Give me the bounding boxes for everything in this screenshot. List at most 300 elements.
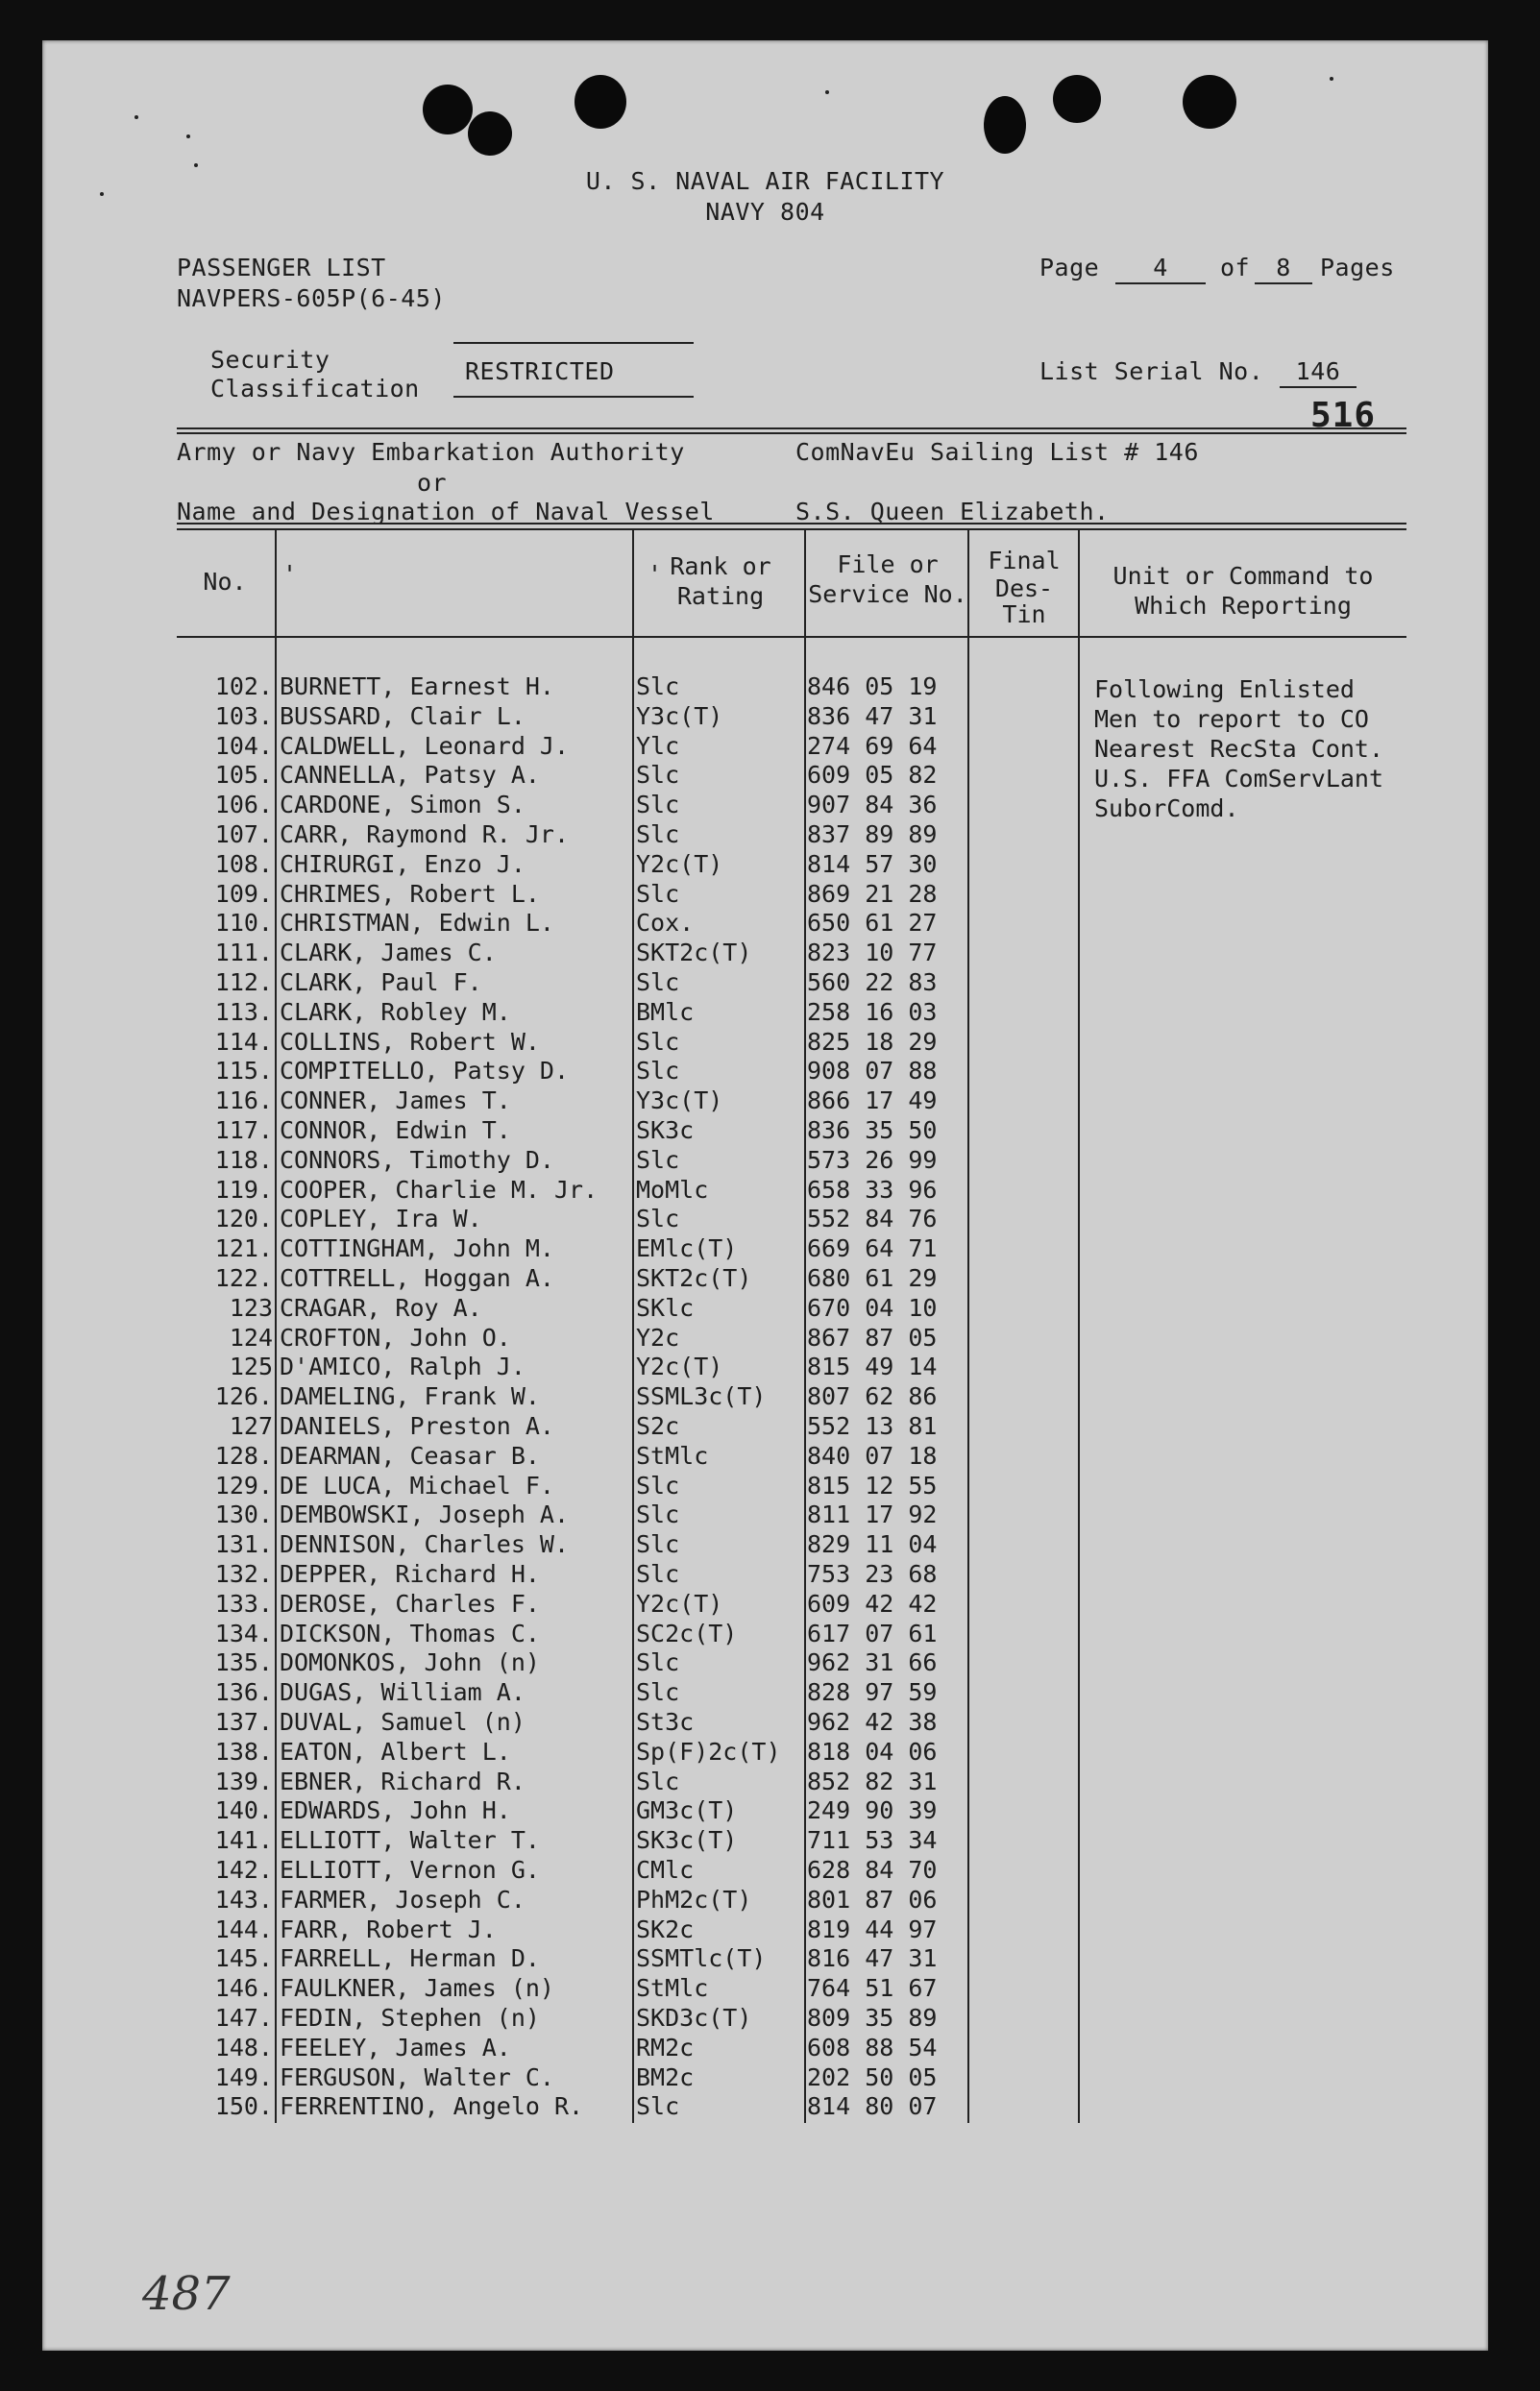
service-number: 836 35 50: [807, 1116, 938, 1144]
service-number: 815 49 14: [807, 1353, 938, 1381]
form-name: PASSENGER LIST: [177, 254, 386, 281]
table-row: [42, 1472, 1488, 1501]
row-number: 150.: [214, 2092, 273, 2121]
table-row: [42, 1560, 1488, 1590]
service-number: 836 47 31: [807, 701, 938, 730]
passenger-name: EBNER, Richard R.: [280, 1767, 526, 1795]
row-number: 147.: [214, 2004, 273, 2032]
row-number: 139.: [214, 1767, 273, 1795]
service-number: 908 07 88: [807, 1057, 938, 1086]
row-number: 109.: [214, 879, 273, 908]
row-number: 105.: [214, 761, 273, 790]
rank-rating: SKT2c(T): [636, 939, 752, 967]
service-number: 807 62 86: [807, 1382, 938, 1411]
remark-line-2: Men to report to CO: [1094, 705, 1369, 733]
col-header-rank: [634, 551, 807, 611]
passenger-name: FEELEY, James A.: [280, 2033, 511, 2062]
rank-rating: CMlc: [636, 1856, 695, 1884]
passenger-name: CLARK, Robley M.: [280, 997, 511, 1026]
service-number: 819 44 97: [807, 1915, 938, 1943]
rank-rating: Y3c(T): [636, 701, 723, 730]
passenger-name: COOPER, Charlie M. Jr.: [280, 1175, 599, 1204]
speck: [186, 134, 190, 138]
passenger-name: CARR, Raymond R. Jr.: [280, 820, 570, 848]
passenger-name: COMPITELLO, Patsy D.: [280, 1057, 570, 1086]
service-number: 650 61 27: [807, 909, 938, 938]
row-number: 108.: [214, 849, 273, 878]
service-number: 617 07 61: [807, 1619, 938, 1647]
passenger-name: FARR, Robert J.: [280, 1915, 497, 1943]
service-number: 816 47 31: [807, 1944, 938, 1973]
passenger-name: FERRENTINO, Angelo R.: [280, 2092, 584, 2121]
service-number: 628 84 70: [807, 1856, 938, 1884]
table-row: [42, 850, 1488, 880]
row-number: 130.: [214, 1500, 273, 1529]
row-number: 126.: [214, 1382, 273, 1411]
row-number: 104.: [214, 731, 273, 760]
passenger-name: DEARMAN, Ceasar B.: [280, 1441, 540, 1470]
authority-or: or: [417, 469, 448, 497]
rank-rating: Y2c(T): [636, 1353, 723, 1381]
rank-rating: BMlc: [636, 997, 695, 1026]
remark-line-4: U.S. FFA ComServLant: [1094, 765, 1384, 793]
table-row: [42, 1353, 1488, 1382]
security-box-bottom: [453, 396, 694, 398]
page-number-underline: [1115, 282, 1206, 284]
service-number: 814 57 30: [807, 849, 938, 878]
rank-rating: Slc: [636, 761, 680, 790]
rank-rating: Sp(F)2c(T): [636, 1737, 781, 1766]
service-number: 811 17 92: [807, 1500, 938, 1529]
row-number: 120.: [214, 1205, 273, 1233]
row-number: 127: [229, 1412, 273, 1440]
service-number: 825 18 29: [807, 1027, 938, 1056]
serial-value: 146: [1295, 357, 1341, 385]
page-total: 8: [1276, 254, 1291, 281]
rank-rating: Slc: [636, 2092, 680, 2121]
col-header-unit: [1080, 561, 1406, 621]
service-number: 552 84 76: [807, 1205, 938, 1233]
table-row: [42, 968, 1488, 998]
row-number: 111.: [214, 939, 273, 967]
rank-rating: Slc: [636, 1205, 680, 1233]
passenger-name: CALDWELL, Leonard J.: [280, 731, 570, 760]
row-number: 145.: [214, 1944, 273, 1973]
page-number: 4: [1153, 254, 1168, 281]
pages-label: Pages: [1320, 254, 1395, 281]
authority-label: Army or Navy Embarkation Authority: [177, 438, 685, 466]
rank-rating: Slc: [636, 1530, 680, 1559]
row-number: 103.: [214, 701, 273, 730]
rank-rating: GM3c(T): [636, 1796, 738, 1825]
security-value: RESTRICTED: [465, 357, 615, 385]
passenger-name: DANIELS, Preston A.: [280, 1412, 554, 1440]
col-header-no: No.: [203, 568, 247, 596]
table-row: [42, 1234, 1488, 1264]
rank-rating: Y2c(T): [636, 1589, 723, 1618]
header-rule-2: [177, 432, 1406, 434]
passenger-name: EATON, Albert L.: [280, 1737, 511, 1766]
facility-title: U. S. NAVAL AIR FACILITY: [585, 167, 945, 195]
row-number: 119.: [214, 1175, 273, 1204]
col-header-rank-1: Rank or: [670, 552, 771, 580]
col-header-name: ' ': [282, 560, 663, 588]
serial-underline: [1280, 386, 1357, 388]
rank-rating: SSML3c(T): [636, 1382, 767, 1411]
table-row: [42, 702, 1488, 732]
table-row: [42, 761, 1488, 791]
service-number: 552 13 81: [807, 1412, 938, 1440]
service-number: 840 07 18: [807, 1441, 938, 1470]
service-number: 829 11 04: [807, 1530, 938, 1559]
table-row: [42, 1530, 1488, 1560]
table-row: [42, 1057, 1488, 1086]
service-number: 573 26 99: [807, 1145, 938, 1174]
service-number: 560 22 83: [807, 968, 938, 996]
table-row: [42, 2004, 1488, 2034]
passenger-name: FERGUSON, Walter C.: [280, 2062, 554, 2091]
row-number: 136.: [214, 1678, 273, 1707]
remark-line-3: Nearest RecSta Cont.: [1094, 735, 1384, 763]
table-row: [42, 1412, 1488, 1442]
service-number: 818 04 06: [807, 1737, 938, 1766]
row-number: 125: [229, 1353, 273, 1381]
rank-rating: Y2c(T): [636, 849, 723, 878]
row-number: 129.: [214, 1471, 273, 1500]
passenger-name: DE LUCA, Michael F.: [280, 1471, 554, 1500]
rank-rating: Slc: [636, 1767, 680, 1795]
table-row: [42, 1886, 1488, 1915]
service-number: 608 88 54: [807, 2033, 938, 2062]
rank-rating: SKT2c(T): [636, 1264, 752, 1292]
table-row: [42, 2034, 1488, 2063]
table-row: [42, 791, 1488, 820]
row-number: 141.: [214, 1826, 273, 1855]
table-row: [42, 1442, 1488, 1472]
passenger-name: EDWARDS, John H.: [280, 1796, 511, 1825]
row-number: 115.: [214, 1057, 273, 1086]
rank-rating: EMlc(T): [636, 1234, 738, 1263]
rank-rating: S2c: [636, 1412, 680, 1440]
row-number: 106.: [214, 791, 273, 819]
passenger-name: DOMONKOS, John (n): [280, 1648, 540, 1677]
document-sheet: [42, 40, 1488, 2351]
service-number: 828 97 59: [807, 1678, 938, 1707]
row-number: 123: [229, 1293, 273, 1322]
row-number: 143.: [214, 1885, 273, 1914]
serial-label: List Serial No.: [1039, 357, 1264, 385]
service-number: 680 61 29: [807, 1264, 938, 1292]
row-number: 107.: [214, 820, 273, 848]
table-row: [42, 2092, 1488, 2122]
form-number: NAVPERS-605P(6-45): [177, 284, 446, 312]
passenger-name: CHRISTMAN, Edwin L.: [280, 909, 554, 938]
passenger-name: FARRELL, Herman D.: [280, 1944, 540, 1973]
passenger-name: CARDONE, Simon S.: [280, 791, 526, 819]
rank-rating: Slc: [636, 879, 680, 908]
handwritten-number: 487: [142, 2267, 231, 2321]
rank-rating: Slc: [636, 1500, 680, 1529]
service-number: 823 10 77: [807, 939, 938, 967]
punch-hole-4: [984, 96, 1026, 154]
rank-rating: Slc: [636, 1560, 680, 1588]
table-row: [42, 672, 1488, 702]
passenger-name: COTTINGHAM, John M.: [280, 1234, 554, 1263]
table-row: [42, 1028, 1488, 1058]
table-row: [42, 1826, 1488, 1856]
table-row: [42, 909, 1488, 939]
table-row: [42, 1176, 1488, 1206]
passenger-name: DEMBOWSKI, Joseph A.: [280, 1500, 570, 1529]
service-number: 869 21 28: [807, 879, 938, 908]
rank-rating: Ylc: [636, 731, 680, 760]
speck: [825, 90, 829, 94]
passenger-name: COLLINS, Robert W.: [280, 1027, 540, 1056]
passenger-name: DUGAS, William A.: [280, 1678, 526, 1707]
passenger-name: CLARK, Paul F.: [280, 968, 482, 996]
service-number: 609 05 82: [807, 761, 938, 790]
service-number: 669 64 71: [807, 1234, 938, 1263]
passenger-name: CLARK, James C.: [280, 939, 497, 967]
table-row: [42, 1382, 1488, 1412]
rank-rating: Slc: [636, 1057, 680, 1086]
table-row: [42, 1294, 1488, 1324]
security-label-1: Security: [210, 346, 330, 374]
rank-rating: MoMlc: [636, 1175, 709, 1204]
passenger-name: CHIRURGI, Enzo J.: [280, 849, 526, 878]
service-number: 609 42 42: [807, 1589, 938, 1618]
page-total-underline: [1255, 282, 1312, 284]
table-row: [42, 732, 1488, 762]
table-row: [42, 880, 1488, 910]
passenger-name: FARMER, Joseph C.: [280, 1885, 526, 1914]
col-header-final-2: Des-: [994, 574, 1054, 602]
serial-stamp: 516: [1310, 396, 1377, 435]
passenger-name: DEROSE, Charles F.: [280, 1589, 540, 1618]
service-number: 815 12 55: [807, 1471, 938, 1500]
remark-line-5: SuborComd.: [1094, 794, 1239, 822]
passenger-name: CRAGAR, Roy A.: [280, 1293, 482, 1322]
row-number: 121.: [214, 1234, 273, 1263]
col-header-final: [969, 546, 1079, 627]
rank-rating: SKD3c(T): [636, 2004, 752, 2032]
passenger-name: BUSSARD, Clair L.: [280, 701, 526, 730]
row-number: 124: [229, 1323, 273, 1352]
passenger-name: D'AMICO, Ralph J.: [280, 1353, 526, 1381]
rank-rating: Slc: [636, 1648, 680, 1677]
rank-rating: Slc: [636, 820, 680, 848]
security-box-top: [453, 342, 694, 344]
service-number: 867 87 05: [807, 1323, 938, 1352]
passenger-name: CHRIMES, Robert L.: [280, 879, 540, 908]
service-number: 962 31 66: [807, 1648, 938, 1677]
vessel-label: Name and Designation of Naval Vessel: [177, 498, 715, 525]
header-rule-1: [177, 427, 1406, 429]
passenger-name: CONNORS, Timothy D.: [280, 1145, 554, 1174]
page-label: Page: [1039, 254, 1100, 281]
table-rule-top-2: [177, 528, 1406, 530]
table-row: [42, 1768, 1488, 1797]
table-row: [42, 1944, 1488, 1974]
row-number: 140.: [214, 1796, 273, 1825]
table-row: [42, 820, 1488, 850]
row-number: 131.: [214, 1530, 273, 1559]
col-header-file-2: Service No.: [808, 580, 967, 608]
punch-hole-5: [1053, 75, 1101, 123]
service-number: 801 87 06: [807, 1885, 938, 1914]
service-number: 670 04 10: [807, 1293, 938, 1322]
row-number: 134.: [214, 1619, 273, 1647]
table-row: [42, 1264, 1488, 1294]
row-number: 117.: [214, 1116, 273, 1144]
security-label-2: Classification: [210, 375, 420, 403]
table-row: [42, 1500, 1488, 1530]
rank-rating: Slc: [636, 672, 680, 700]
service-number: 852 82 31: [807, 1767, 938, 1795]
col-header-rank-2: Rating: [676, 582, 765, 610]
table-row: [42, 1738, 1488, 1768]
col-header-unit-1: Unit or Command to: [1112, 562, 1374, 590]
rank-rating: StMlc: [636, 1441, 709, 1470]
rank-rating: BM2c: [636, 2062, 695, 2091]
table-row: [42, 1146, 1488, 1176]
rank-rating: St3c: [636, 1708, 695, 1736]
service-number: 258 16 03: [807, 997, 938, 1026]
passenger-name: COTTRELL, Hoggan A.: [280, 1264, 554, 1292]
service-number: 249 90 39: [807, 1796, 938, 1825]
speck: [134, 115, 138, 119]
row-number: 148.: [214, 2033, 273, 2062]
row-number: 113.: [214, 997, 273, 1026]
passenger-name: DENNISON, Charles W.: [280, 1530, 570, 1559]
service-number: 866 17 49: [807, 1086, 938, 1115]
row-number: 110.: [214, 909, 273, 938]
row-number: 138.: [214, 1737, 273, 1766]
rank-rating: StMlc: [636, 1974, 709, 2003]
rank-rating: SC2c(T): [636, 1619, 738, 1647]
service-number: 658 33 96: [807, 1175, 938, 1204]
table-header-rule: [177, 636, 1406, 638]
rank-rating: Slc: [636, 791, 680, 819]
rank-rating: Slc: [636, 968, 680, 996]
table-row: [42, 1205, 1488, 1234]
passenger-table: [42, 672, 1488, 2152]
punch-hole-3: [574, 75, 626, 129]
passenger-name: CONNOR, Edwin T.: [280, 1116, 511, 1144]
table-row: [42, 998, 1488, 1028]
service-number: 962 42 38: [807, 1708, 938, 1736]
speck: [1330, 77, 1333, 81]
table-row: [42, 1796, 1488, 1826]
passenger-name: COPLEY, Ira W.: [280, 1205, 482, 1233]
rank-rating: Y3c(T): [636, 1086, 723, 1115]
rank-rating: Slc: [636, 1471, 680, 1500]
rank-rating: SK2c: [636, 1915, 695, 1943]
table-row: [42, 1590, 1488, 1620]
row-number: 122.: [214, 1264, 273, 1292]
table-row: [42, 1708, 1488, 1738]
table-row: [42, 1974, 1488, 2004]
col-header-unit-2: Which Reporting: [1135, 592, 1352, 620]
passenger-name: ELLIOTT, Walter T.: [280, 1826, 540, 1855]
col-header-file-1: File or: [837, 550, 939, 578]
row-number: 114.: [214, 1027, 273, 1056]
rank-rating: SKlc: [636, 1293, 695, 1322]
passenger-name: DEPPER, Richard H.: [280, 1560, 540, 1588]
passenger-name: FAULKNER, James (n): [280, 1974, 554, 2003]
rank-rating: SK3c: [636, 1116, 695, 1144]
row-number: 118.: [214, 1145, 273, 1174]
table-row: [42, 1915, 1488, 1945]
service-number: 846 05 19: [807, 672, 938, 700]
table-row: [42, 1116, 1488, 1146]
row-number: 144.: [214, 1915, 273, 1943]
punch-hole-1: [423, 85, 473, 134]
table-row: [42, 1648, 1488, 1678]
row-number: 137.: [214, 1708, 273, 1736]
col-header-final-1: Final: [988, 547, 1061, 574]
service-number: 837 89 89: [807, 820, 938, 848]
remark-line-1: Following Enlisted: [1094, 675, 1355, 703]
row-number: 146.: [214, 1974, 273, 2003]
row-number: 128.: [214, 1441, 273, 1470]
service-number: 753 23 68: [807, 1560, 938, 1588]
row-number: 102.: [214, 672, 273, 700]
service-number: 907 84 36: [807, 791, 938, 819]
rank-rating: Slc: [636, 1678, 680, 1707]
row-number: 116.: [214, 1086, 273, 1115]
passenger-name: DICKSON, Thomas C.: [280, 1619, 540, 1647]
table-row: [42, 1086, 1488, 1116]
rank-rating: PhM2c(T): [636, 1885, 752, 1914]
rank-rating: Y2c: [636, 1323, 680, 1352]
authority-value: ComNavEu Sailing List # 146: [795, 438, 1199, 466]
rank-rating: Cox.: [636, 909, 695, 938]
table-row: [42, 1856, 1488, 1886]
table-row: [42, 2063, 1488, 2093]
table-row: [42, 1324, 1488, 1354]
service-number: 711 53 34: [807, 1826, 938, 1855]
row-number: 132.: [214, 1560, 273, 1588]
vessel-value: S.S. Queen Elizabeth.: [795, 498, 1110, 525]
service-number: 274 69 64: [807, 731, 938, 760]
passenger-name: CONNER, James T.: [280, 1086, 511, 1115]
table-row: [42, 1620, 1488, 1649]
row-number: 135.: [214, 1648, 273, 1677]
passenger-name: CROFTON, John O.: [280, 1323, 511, 1352]
col-header-file: [806, 549, 969, 609]
passenger-name: DUVAL, Samuel (n): [280, 1708, 526, 1736]
rank-rating: Slc: [636, 1027, 680, 1056]
punch-hole-6: [1183, 75, 1236, 129]
rank-rating: SK3c(T): [636, 1826, 738, 1855]
rank-rating: Slc: [636, 1145, 680, 1174]
punch-hole-2: [468, 111, 512, 156]
table-row: [42, 1678, 1488, 1708]
row-number: 112.: [214, 968, 273, 996]
rank-rating: RM2c: [636, 2033, 695, 2062]
service-number: 202 50 05: [807, 2062, 938, 2091]
service-number: 764 51 67: [807, 1974, 938, 2003]
passenger-name: FEDIN, Stephen (n): [280, 2004, 540, 2032]
service-number: 814 80 07: [807, 2092, 938, 2121]
facility-subtitle: NAVY 804: [705, 198, 825, 226]
rank-rating: SSMTlc(T): [636, 1944, 767, 1973]
page-of-label: of: [1220, 254, 1251, 281]
row-number: 149.: [214, 2062, 273, 2091]
table-row: [42, 939, 1488, 968]
passenger-name: DAMELING, Frank W.: [280, 1382, 540, 1411]
